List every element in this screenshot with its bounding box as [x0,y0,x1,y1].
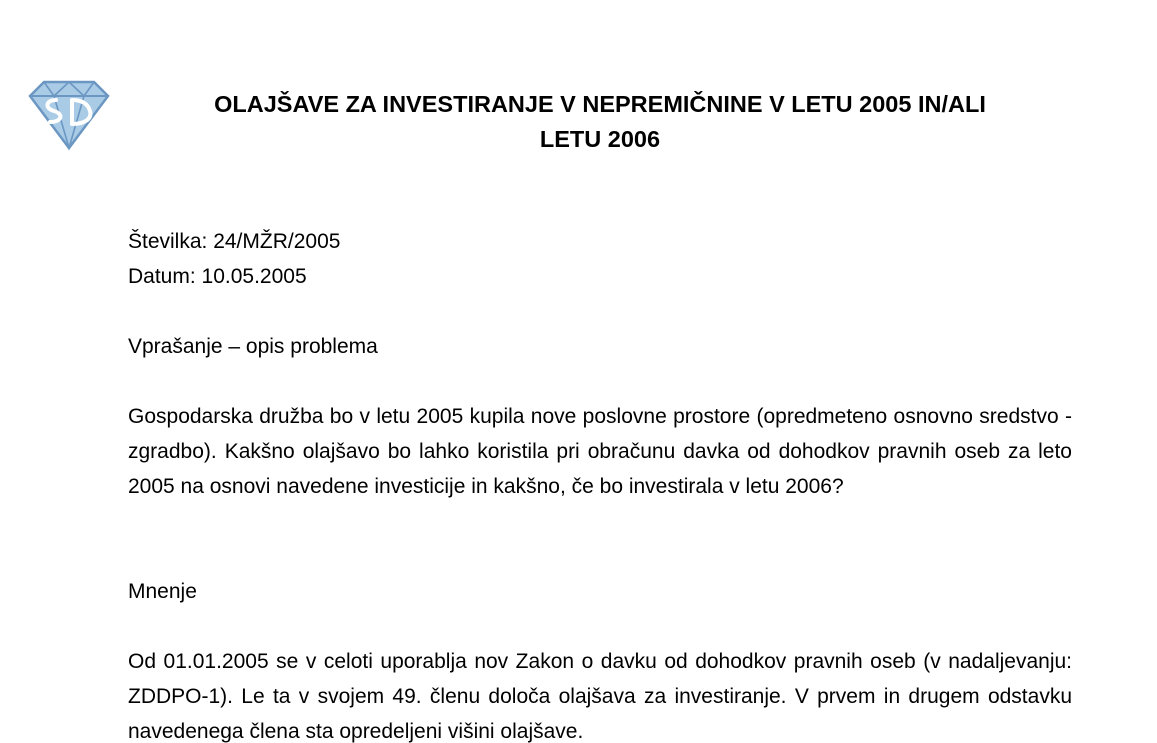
question-heading: Vprašanje – opis problema [128,335,378,358]
title-line-2: LETU 2006 [539,126,661,152]
diamond-logo-icon [26,78,112,152]
opinion-paragraph: Od 01.01.2005 se v celoti uporablja nov Zakon o davku od dohodkov pravnih oseb (v nadaljevanju: ZDDPO-1). Le ta v svojem 49. členu določa olajšava za investiranje. V prvem in drugem odstavku navedenega člena sta opredeljeni višini olajšave. [128,650,1072,743]
document-number: Številka: 24/MŽR/2005 [128,230,341,253]
title-line-1: OLAJŠAVE ZA INVESTIRANJE V NEPREMIČNINE V LETU 2005 IN/ALI [214,91,986,117]
document-date: Datum: 10.05.2005 [128,265,307,288]
opinion-heading: Mnenje [128,580,197,603]
document-title [128,87,1072,157]
company-logo [26,78,112,152]
question-paragraph: Gospodarska družba bo v letu 2005 kupila nove poslovne prostore (opredmeteno osnovno sredstvo - zgradbo). Kakšno olajšavo bo lahko koristila pri obračunu davka od dohodkov pravnih oseb za leto 2005 na osnovi navedene investicije in kakšno, če bo investirala v letu 2006? [128,405,1072,498]
